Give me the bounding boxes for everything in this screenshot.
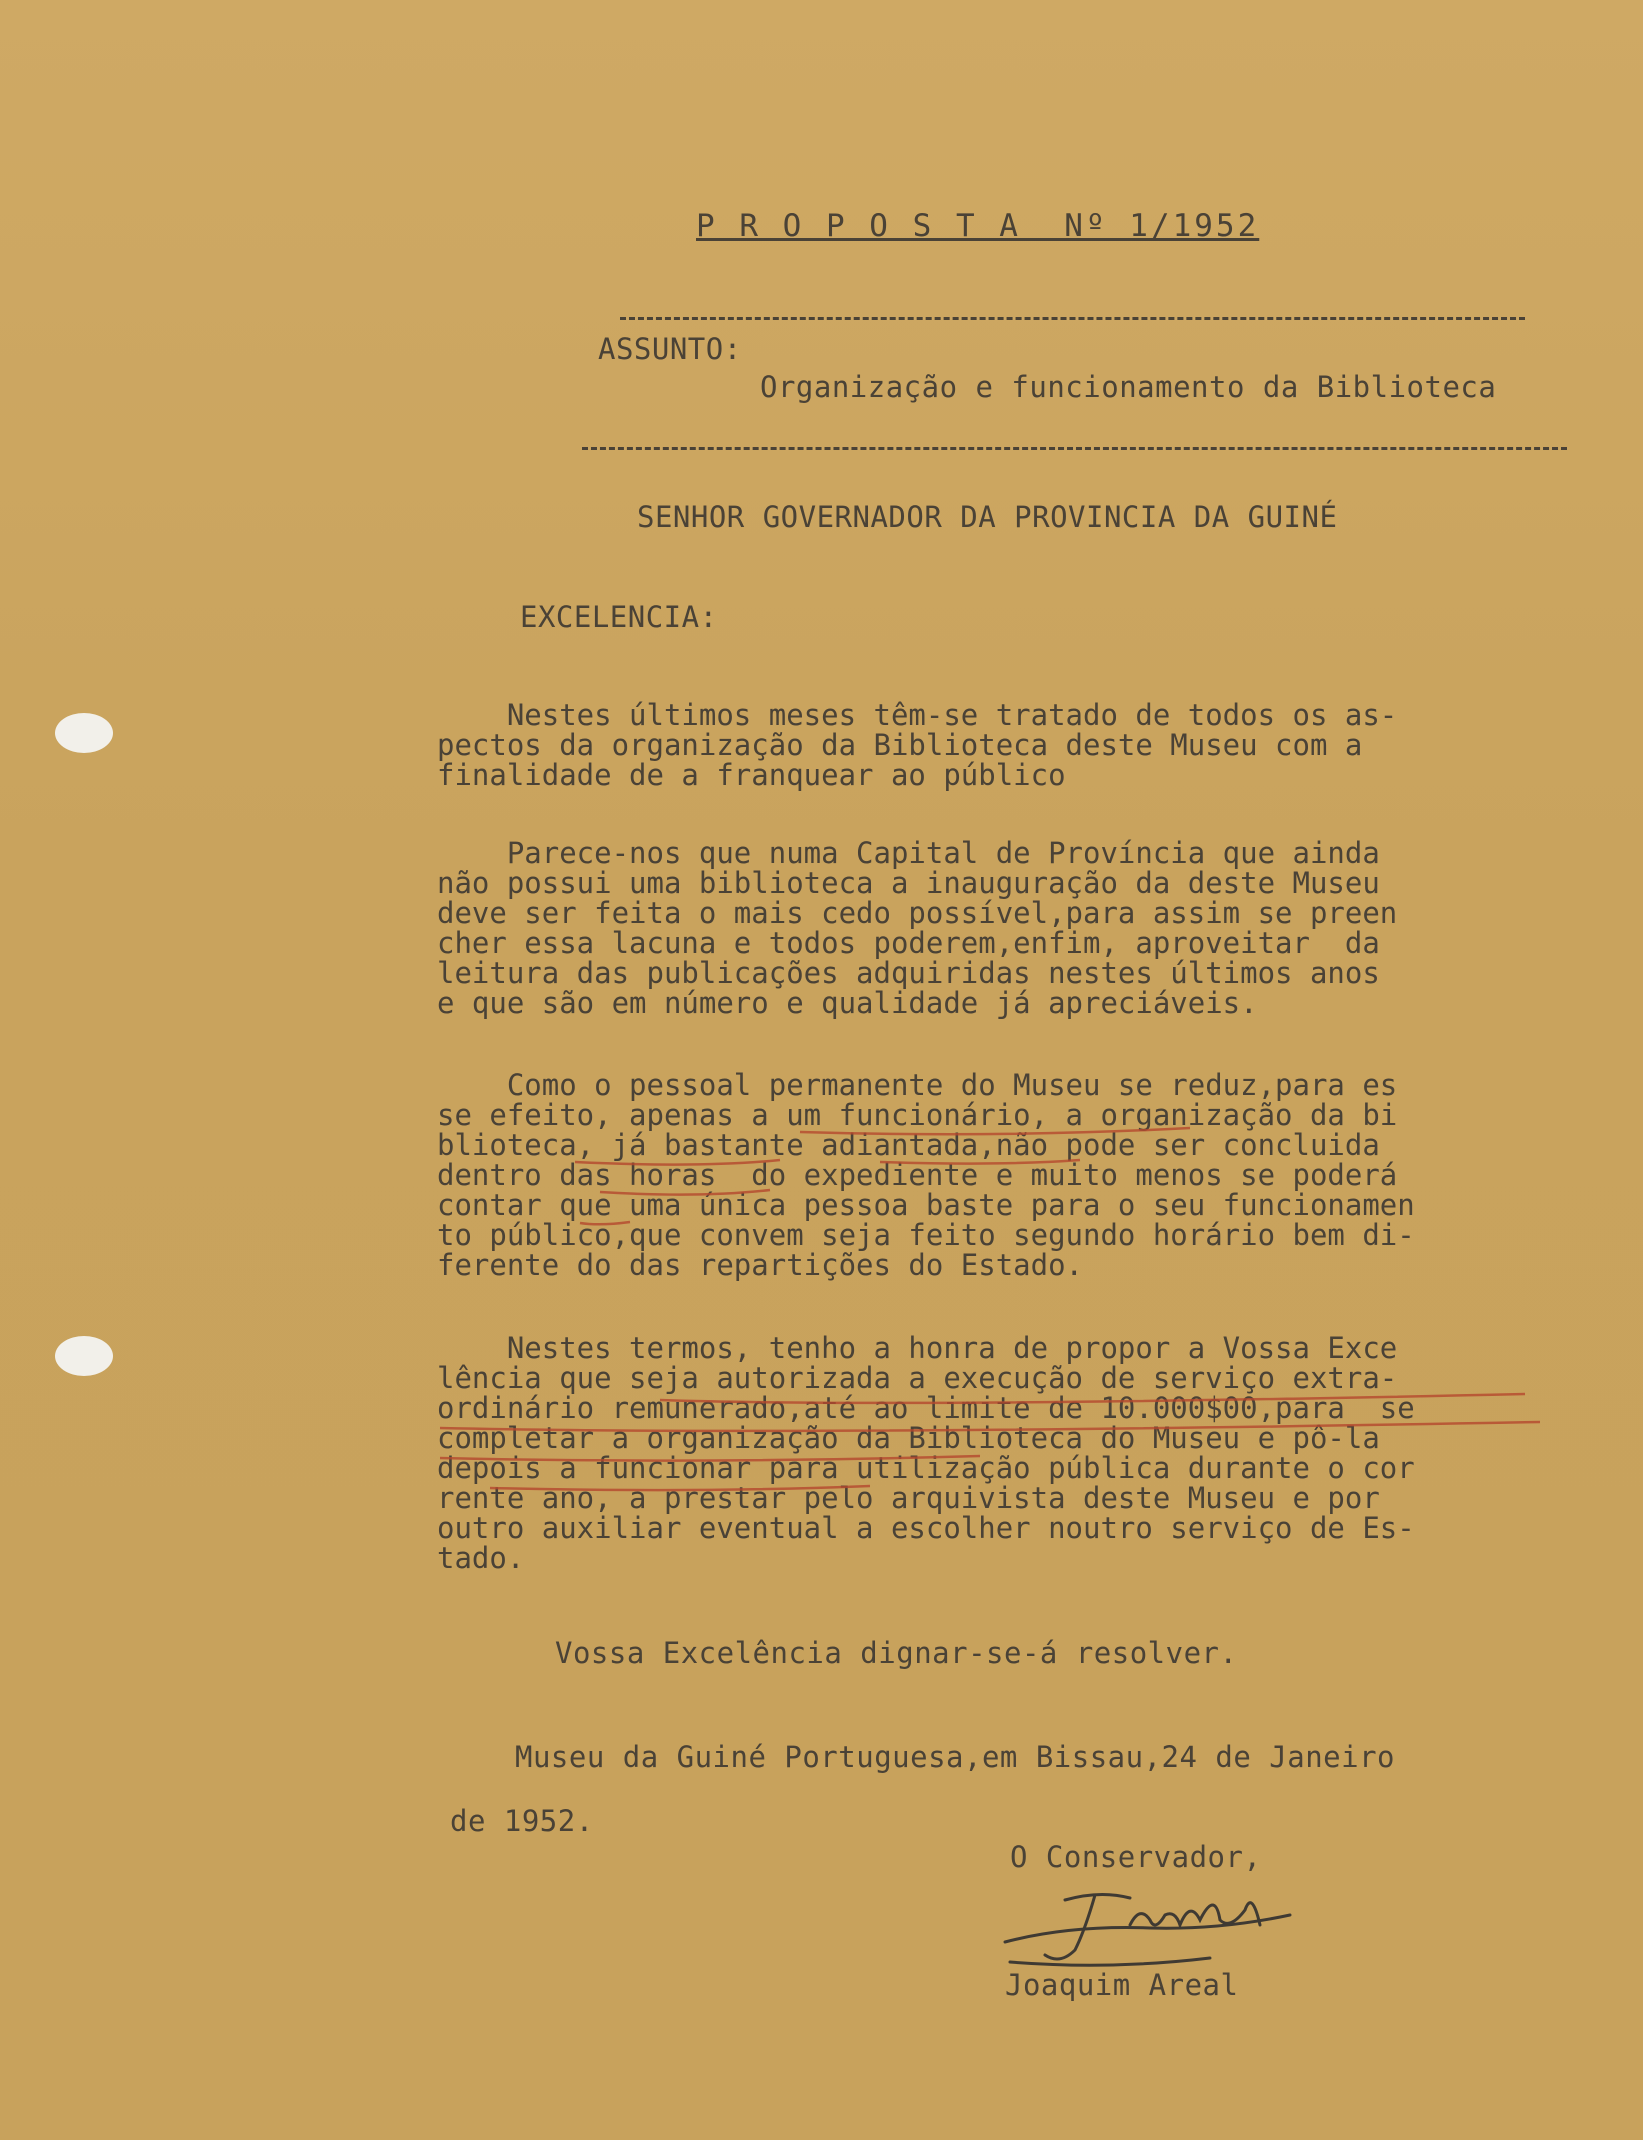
- place-date-line-1: Museu da Guiné Portuguesa,em Bissau,24 de Janeiro: [515, 1740, 1396, 1774]
- paragraph-1: [437, 700, 1537, 790]
- paragraph-line: e que são em número e qualidade já apreciáveis.: [437, 986, 1258, 1020]
- paragraph-line: to público,que convem seja feito segundo horário bem di-: [437, 1218, 1415, 1252]
- paragraph-line: dentro das horas do expediente e muito menos se poderá: [437, 1158, 1398, 1192]
- place-date-line-2: de 1952.: [450, 1804, 594, 1838]
- paragraph-2: [437, 838, 1537, 1018]
- paragraph-line: completar a organização da Biblioteca do Museu e pô-la: [437, 1421, 1380, 1455]
- paragraph-line: tado.: [437, 1541, 525, 1575]
- paragraph-line: outro auxiliar eventual a escolher noutro serviço de Es-: [437, 1511, 1415, 1545]
- paragraph-line: ferente do das repartições do Estado.: [437, 1248, 1084, 1282]
- paragraph-line: cher essa lacuna e todos poderem,enfim, aproveitar da: [437, 926, 1380, 960]
- subject-label: ASSUNTO:: [598, 332, 742, 366]
- paragraph-line: não possui uma biblioteca a inauguração da deste Museu: [437, 866, 1380, 900]
- addressee: SENHOR GOVERNADOR DA PROVINCIA DA GUINÉ: [637, 500, 1338, 534]
- punch-hole-bottom: [55, 1336, 113, 1376]
- signer-name: Joaquim Areal: [1005, 1968, 1239, 2002]
- paragraph-line: leitura das publicações adquiridas nestes últimos anos: [437, 956, 1380, 990]
- paragraph-4: [437, 1333, 1537, 1573]
- paragraph-line: blioteca, já bastante adiantada,não pode ser concluida: [437, 1128, 1380, 1162]
- paragraph-line: ordinário remunerado,até ao limite de 10.000$00,para se: [437, 1391, 1415, 1425]
- salutation: EXCELENCIA:: [520, 600, 718, 634]
- paragraph-line: Nestes termos, tenho a honra de propor a Vossa Exce: [437, 1331, 1398, 1365]
- divider-bottom: [582, 447, 1567, 450]
- paragraph-line: depois a funcionar para utilização pública durante o cor: [437, 1451, 1415, 1485]
- document-title: P R O P O S T A Nº 1/1952: [696, 208, 1260, 244]
- paragraph-line: lência que seja autorizada a execução de serviço extra-: [437, 1361, 1398, 1395]
- paragraph-line: contar que uma única pessoa baste para o seu funcionamen: [437, 1188, 1415, 1222]
- subject-text: Organização e funcionamento da Biblioteca: [760, 370, 1497, 404]
- paragraph-line: Como o pessoal permanente do Museu se reduz,para es: [437, 1068, 1398, 1102]
- paragraph-line: se efeito, apenas a um funcionário, a organização da bi: [437, 1098, 1398, 1132]
- paragraph-line: finalidade de a franquear ao público: [437, 758, 1066, 792]
- paragraph-3: [437, 1070, 1537, 1280]
- paragraph-line: Nestes últimos meses têm-se tratado de todos os as-: [437, 698, 1398, 732]
- handwritten-signature: [990, 1870, 1310, 1980]
- divider-top: [620, 317, 1525, 320]
- paragraph-line: rente ano, a prestar pelo arquivista deste Museu e por: [437, 1481, 1380, 1515]
- paragraph-line: pectos da organização da Biblioteca deste Museu com a: [437, 728, 1363, 762]
- paragraph-line: deve ser feita o mais cedo possível,para assim se preen: [437, 896, 1398, 930]
- paragraph-line: Parece-nos que numa Capital de Província que ainda: [437, 836, 1380, 870]
- signer-role: O Conservador,: [1010, 1840, 1262, 1874]
- punch-hole-top: [55, 713, 113, 753]
- closing-formula: Vossa Excelência dignar-se-á resolver.: [555, 1636, 1238, 1670]
